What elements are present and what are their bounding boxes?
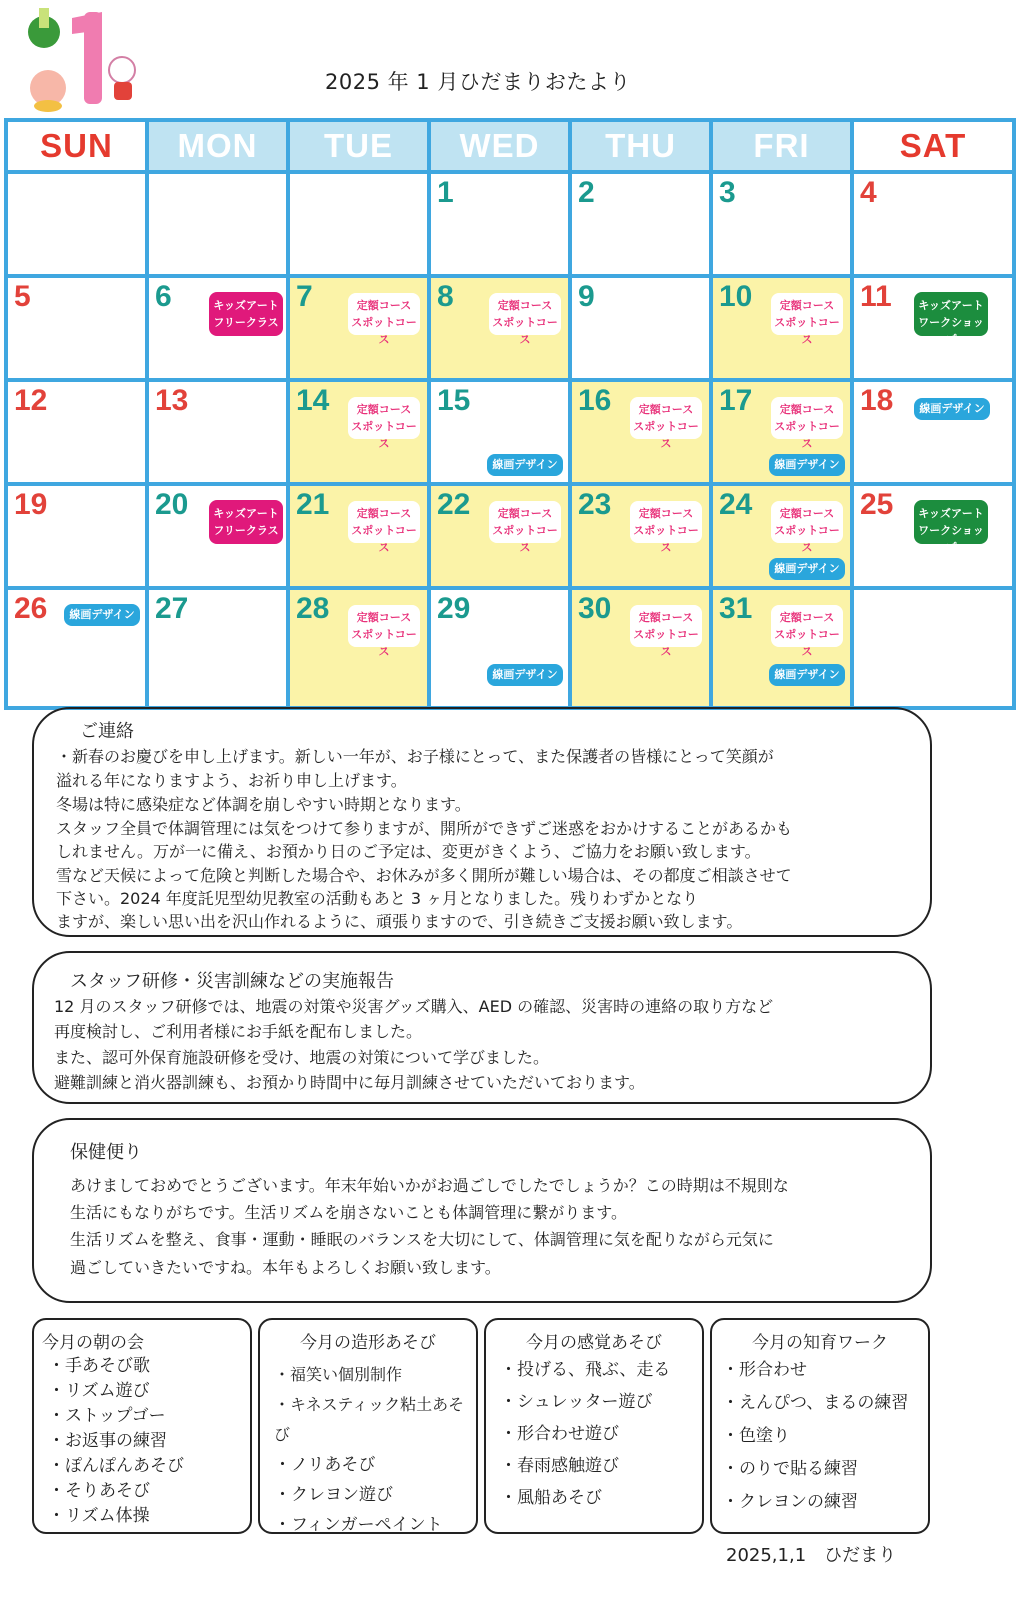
senga-design-tag: 線画デザイン <box>769 558 845 580</box>
day-number: 11 <box>860 280 892 313</box>
senga-design-tag: 線画デザイン <box>769 664 845 686</box>
day-number: 6 <box>155 280 172 313</box>
weekday-tue: TUE <box>290 122 431 174</box>
day-cell <box>290 486 431 590</box>
activity-item: ・春雨感触遊び <box>500 1456 619 1476</box>
activity-item: ・フィンガーペイント <box>274 1515 443 1535</box>
day-cell <box>854 174 1012 278</box>
day-number: 22 <box>437 488 471 521</box>
weekday-sat: SAT <box>854 122 1012 174</box>
day-cell <box>149 278 290 382</box>
training-title: スタッフ研修・災害訓練などの実施報告 <box>70 971 394 992</box>
senga-design-tag: 線画デザイン <box>487 454 563 476</box>
day-number: 12 <box>14 384 48 417</box>
day-number: 23 <box>578 488 612 521</box>
day-cell <box>854 486 1012 590</box>
activity-item: ・シュレッター遊び <box>500 1392 653 1412</box>
day-cell <box>713 590 854 706</box>
notice-line: スタッフ全員で体調管理には気をつけて参りますが、開所ができずご迷惑をおかけすることがあるかも <box>56 819 793 838</box>
activity-item: ・福笑い個別制作 <box>274 1365 403 1384</box>
activity-title: 今月の造形あそび <box>300 1333 436 1353</box>
day-number: 26 <box>14 592 48 625</box>
notice-line: ますが、楽しい思い出を沢山作れるように、頑張りますので、引き続きご支援お願い致します。 <box>56 912 743 931</box>
day-number: 29 <box>437 592 471 625</box>
day-number: 8 <box>437 280 454 313</box>
notice-title: ご連絡 <box>80 721 134 742</box>
course-tag: 定額コース スポットコース <box>348 397 420 439</box>
day-cell <box>8 590 149 706</box>
kids-art-workshop-tag: キッズアート ワークショップ <box>914 292 988 336</box>
day-cell-empty <box>290 174 431 278</box>
course-tag: 定額コース スポットコース <box>348 293 420 335</box>
health-line: 生活にもなりがちです。生活リズムを崩さないことも体調管理に繋がります。 <box>70 1203 627 1222</box>
course-tag: 定額コース スポットコース <box>771 501 843 543</box>
notice-line: ・新春のお慶びを申し上げます。新しい一年が、お子様にとって、また保護者の皆様にとって笑顔が <box>56 747 774 766</box>
day-number: 16 <box>578 384 612 417</box>
activity-box-sensory <box>484 1318 704 1534</box>
activity-item: ・リズム体操 <box>48 1506 150 1526</box>
activity-title: 今月の朝の会 <box>42 1333 144 1353</box>
health-line: あけましておめでとうございます。年末年始いかがお過ごしでしたでしょうか？この時期は不規則な <box>70 1176 789 1195</box>
day-cell <box>290 278 431 382</box>
notice-line: しれません。万が一に備え、お預かり日のご予定は、変更がきくよう、ご協力をお願い致します。 <box>56 842 761 861</box>
activity-item: ・クレヨンの練習 <box>722 1492 858 1512</box>
activity-item: ・色塗り <box>722 1426 790 1446</box>
day-cell <box>431 382 572 486</box>
activity-item: ・お返事の練習 <box>48 1431 167 1451</box>
day-cell <box>713 278 854 382</box>
training-box <box>32 951 932 1104</box>
day-number: 3 <box>719 176 736 209</box>
training-line: 再度検討し、ご利用者様にお手紙を配布しました。 <box>54 1022 423 1041</box>
activity-box-craft <box>258 1318 478 1534</box>
day-cell <box>572 382 713 486</box>
notice-line: 下さい。2024 年度託児型幼児教室の活動もあと 3 ヶ月となりました。残りわずかとなり <box>56 889 699 908</box>
course-tag: 定額コース スポットコース <box>771 293 843 335</box>
day-number: 31 <box>719 592 753 625</box>
day-number: 13 <box>155 384 189 417</box>
day-cell <box>290 590 431 706</box>
notice-line: 雪など天候によって危険と判断した場合や、お休みが多く開所が難しい場合は、その都度ご相談させて <box>56 866 792 885</box>
day-number: 4 <box>860 176 877 209</box>
day-cell <box>431 174 572 278</box>
day-number: 5 <box>14 280 31 313</box>
day-cell <box>713 486 854 590</box>
calendar <box>4 118 1016 710</box>
course-tag: 定額コース スポットコース <box>489 501 561 543</box>
day-number: 2 <box>578 176 595 209</box>
weekday-thu: THU <box>572 122 713 174</box>
kids-art-free-tag: キッズアート フリークラス <box>209 292 283 336</box>
course-tag: 定額コース スポットコース <box>630 605 702 647</box>
day-cell <box>149 382 290 486</box>
day-number: 9 <box>578 280 595 313</box>
course-tag: 定額コース スポットコース <box>630 501 702 543</box>
day-cell <box>572 174 713 278</box>
day-cell <box>431 590 572 706</box>
training-line: 避難訓練と消火器訓練も、お預かり時間中に毎月訓練させていただいております。 <box>54 1073 645 1092</box>
notice-line: 溢れる年になりますよう、お祈り申し上げます。 <box>56 771 407 790</box>
training-line: また、認可外保育施設研修を受け、地震の対策について学びました。 <box>54 1048 550 1067</box>
day-number: 14 <box>296 384 330 417</box>
activity-item: ・えんぴつ、まるの練習 <box>722 1393 909 1413</box>
health-box <box>32 1118 932 1303</box>
senga-design-tag: 線画デザイン <box>64 604 140 626</box>
day-number: 7 <box>296 280 313 313</box>
course-tag: 定額コース スポットコース <box>348 605 420 647</box>
activity-box-education <box>710 1318 930 1534</box>
day-cell <box>572 590 713 706</box>
notice-box <box>32 707 932 937</box>
activity-title: 今月の感覚あそび <box>526 1333 662 1353</box>
weekday-mon: MON <box>149 122 290 174</box>
training-line: 12 月のスタッフ研修では、地震の対策や災害グッズ購入、AED の確認、災害時の連絡の取り方など <box>54 997 774 1016</box>
weekday-fri: FRI <box>713 122 854 174</box>
day-cell <box>8 278 149 382</box>
day-cell <box>8 486 149 590</box>
course-tag: 定額コース スポットコース <box>489 293 561 335</box>
activity-item: ・ノリあそび <box>274 1455 376 1475</box>
day-cell <box>713 174 854 278</box>
course-tag: 定額コース スポットコース <box>771 397 843 439</box>
activity-item: ・リズム遊び <box>48 1381 150 1401</box>
day-number: 18 <box>860 384 894 417</box>
day-cell <box>149 486 290 590</box>
day-cell-empty <box>149 174 290 278</box>
activity-item: ・手あそび歌 <box>48 1356 150 1376</box>
activity-item: ・投げる、飛ぶ、走る <box>500 1360 671 1380</box>
day-cell <box>290 382 431 486</box>
day-number: 21 <box>296 488 330 521</box>
weekday-wed: WED <box>431 122 572 174</box>
day-cell <box>149 590 290 706</box>
activity-title: 今月の知育ワーク <box>752 1333 888 1353</box>
activity-item: ・形合わせ <box>722 1360 807 1380</box>
day-number: 27 <box>155 592 189 625</box>
course-tag: 定額コース スポットコース <box>348 501 420 543</box>
notice-line: 冬場は特に感染症など体調を崩しやすい時期となります。 <box>56 795 471 814</box>
activity-item: ・クレヨン遊び <box>274 1485 393 1505</box>
activity-item: ・のりで貼る練習 <box>722 1459 858 1479</box>
day-number: 15 <box>437 384 471 417</box>
footer-date-signature: 2025,1,1 ひだまり <box>726 1545 897 1566</box>
day-number: 10 <box>719 280 753 313</box>
day-cell <box>572 486 713 590</box>
senga-design-tag: 線画デザイン <box>769 454 845 476</box>
activity-item: ・ぽんぽんあそび <box>48 1456 184 1476</box>
kids-art-workshop-tag: キッズアート ワークショップ <box>914 500 988 544</box>
senga-design-tag: 線画デザイン <box>914 398 990 420</box>
day-number: 25 <box>860 488 894 521</box>
day-cell <box>8 382 149 486</box>
day-number: 1 <box>437 176 454 209</box>
day-number: 19 <box>14 488 48 521</box>
activity-item: ・形合わせ遊び <box>500 1424 619 1444</box>
day-cell <box>572 278 713 382</box>
activity-box-morning <box>32 1318 252 1534</box>
day-cell <box>713 382 854 486</box>
day-cell <box>854 382 1012 486</box>
day-number: 30 <box>578 592 612 625</box>
course-tag: 定額コース スポットコース <box>630 397 702 439</box>
activity-item: ・風船あそび <box>500 1488 602 1508</box>
activity-item: ・そりあそび <box>48 1481 150 1501</box>
health-line: 過ごしていきたいですね。本年もよろしくお願い致します。 <box>70 1258 501 1277</box>
health-line: 生活リズムを整え、食事・運動・睡眠のバランスを大切にして、体調管理に気を配りながら元気に <box>70 1230 774 1249</box>
day-number: 28 <box>296 592 330 625</box>
day-cell-empty <box>8 174 149 278</box>
kids-art-free-tag: キッズアート フリークラス <box>209 500 283 544</box>
new-year-illustration <box>22 4 142 114</box>
day-number: 17 <box>719 384 753 417</box>
page-title: 2025 年 1 月ひだまりおたより <box>325 70 631 94</box>
day-number: 20 <box>155 488 189 521</box>
activity-item: ・キネスティック粘土あそび <box>274 1395 465 1444</box>
weekday-sun: SUN <box>8 122 149 174</box>
health-title: 保健便り <box>70 1142 142 1163</box>
day-cell <box>854 278 1012 382</box>
senga-design-tag: 線画デザイン <box>487 664 563 686</box>
day-cell-empty <box>854 590 1012 706</box>
activity-item: ・ストップゴー <box>48 1406 166 1426</box>
course-tag: 定額コース スポットコース <box>771 605 843 647</box>
day-cell <box>431 486 572 590</box>
day-number: 24 <box>719 488 753 521</box>
day-cell <box>431 278 572 382</box>
